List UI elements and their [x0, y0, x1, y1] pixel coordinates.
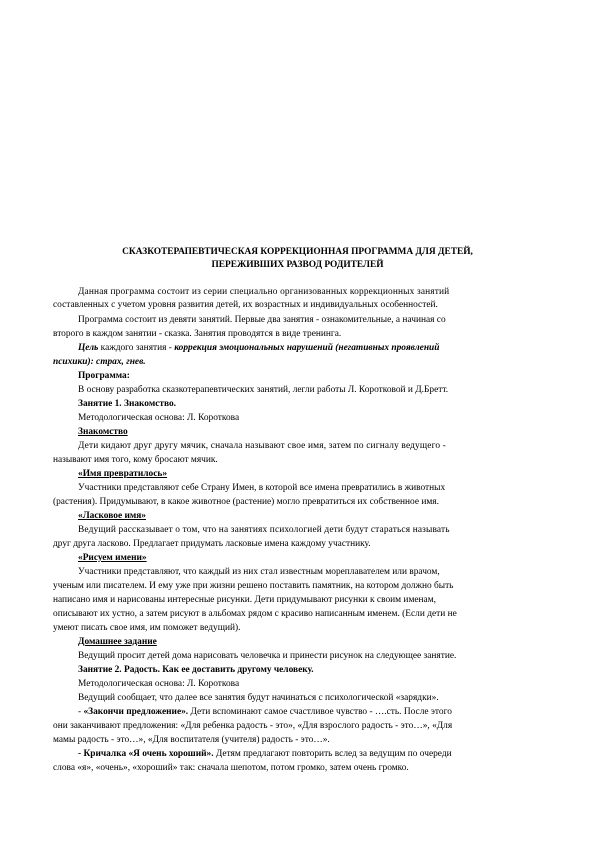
draw-name-line-2: ученым или писателем. И ему уже при жизни решено поставить памятник, на котором должно быть: [53, 581, 454, 591]
tender-name-line-2: друг друга ласково. Предлагает придумать ласковые имена каждому участнику.: [53, 539, 371, 549]
draw-name-line-5: умеют писать свое имя, им поможет ведущий).: [53, 623, 241, 633]
acquaintance-line-1: Дети кидают друг другу мячик, сначала называют свое имя, затем по сигналу ведущего -: [78, 441, 446, 451]
goal-italic-text-1: коррекция эмоциональных нарушений (негативных проявлений: [174, 343, 440, 353]
lesson-2-intro: Ведущий сообщает, что далее все занятия будут начинаться с психологической «зарядки».: [78, 693, 439, 703]
draw-name-line-1: Участники представляют, что каждый из них стал известным мореплавателем или врачом,: [78, 567, 440, 577]
name-transformed-heading: «Имя превратилось»: [78, 469, 168, 479]
draw-name-line-3: написано имя и нарисованы интересные рисунки. Дети придумывают рисунки к своим именам,: [53, 595, 436, 605]
name-transformed-line-2: (растения). Придумывают, в какое животное (растение) могло превратиться их собственное имя.: [53, 497, 439, 507]
shout-exercise-line-2: слова «я», «очень», «хороший» так: сначала шепотом, потом громко, затем очень громко.: [53, 763, 409, 773]
goal-label: Цель: [78, 343, 99, 353]
finish-sentence-line-1: [78, 706, 452, 718]
acquaintance-line-2: называют имя того, кому бросают мячик.: [53, 455, 218, 465]
finish-sentence-line-2: они заканчивают предложения: «Для ребенка радость - это», «Для взрослого радость - это…», «Для: [53, 721, 453, 731]
lesson-2-heading: Занятие 2. Радость. Как ее доставить другому человеку.: [78, 665, 314, 675]
document-title-line-2: ПЕРЕЖИВШИХ РАЗВОД РОДИТЕЛЕЙ: [211, 260, 384, 270]
goal-line-2: психики): страх, гнев.: [53, 357, 146, 367]
intro-paragraph-line-1: Данная программа состоит из серии специально организованных коррекционных занятий: [78, 287, 450, 297]
tender-name-line-1: Ведущий рассказывает о том, что на занятиях психологией дети будут стараться называть: [78, 525, 450, 535]
goal-line-1: [78, 342, 439, 354]
shout-exercise-text: Детям предлагают повторить вслед за ведущим по очереди: [213, 749, 452, 759]
shout-exercise-title: - Кричалка «Я очень хороший».: [78, 749, 214, 759]
lesson-1-heading: Занятие 1. Знакомство.: [78, 399, 177, 409]
finish-sentence-title: «Закончи предложение».: [83, 707, 189, 717]
goal-text: каждого занятия -: [98, 343, 175, 353]
tender-name-heading: «Ласковое имя»: [78, 511, 146, 521]
shout-exercise-line-1: [78, 748, 452, 760]
program-heading: Программа:: [78, 371, 130, 381]
acquaintance-heading: Знакомство: [78, 427, 128, 437]
lesson-1-method: Методологическая основа: Л. Короткова: [78, 413, 240, 423]
program-basis-text: В основу разработка сказкотерапевтических занятий, легли работы Л. Коротковой и Д.Бретт.: [78, 385, 449, 395]
document-title-line-1: СКАЗКОТЕРАПЕВТИЧЕСКАЯ КОРРЕКЦИОННАЯ ПРОГРАММА ДЛЯ ДЕТЕЙ,: [122, 247, 473, 257]
finish-sentence-text: Дети вспоминают самое счастливое чувство - ….сть. После этого: [188, 707, 452, 717]
lesson-2-method: Методологическая основа: Л. Короткова: [78, 679, 240, 689]
intro-paragraph-line-4: второго в каждом занятии - сказка. Занятия проводятся в виде тренинга.: [53, 329, 342, 339]
homework-text: Ведущий просит детей дома нарисовать человечка и принести рисунок на следующее занятие.: [78, 651, 457, 661]
intro-paragraph-line-3: Программа состоит из девяти занятий. Первые два занятия - ознакомительные, а начиная со: [78, 315, 446, 325]
draw-name-line-4: описывают их устно, а затем рисуют в альбомах рядом с красиво написанным именем. (Если дети не: [53, 609, 457, 619]
intro-paragraph-line-2: составленных с учетом уровня развития детей, их возрастных и индивидуальных особенностей.: [53, 300, 438, 310]
draw-name-heading: «Рисуем имени»: [78, 553, 147, 563]
homework-heading: Домашнее задание: [78, 637, 157, 647]
name-transformed-line-1: Участники представляют себе Страну Имен, в которой все имена превратились в животных: [78, 483, 446, 493]
finish-sentence-dash: -: [78, 707, 84, 717]
finish-sentence-line-3: мамы радость - это…», «Для воспитателя (учителя) радость - это…».: [53, 735, 330, 745]
